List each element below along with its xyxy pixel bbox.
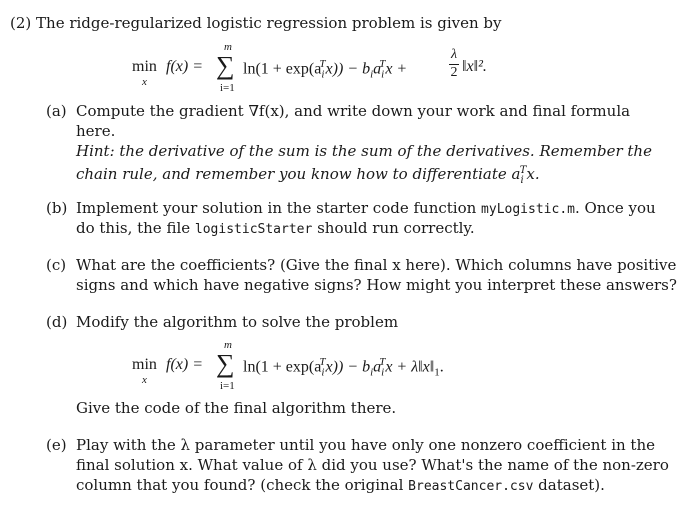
eq2-min: min [132, 356, 157, 373]
part-e-label: (e) [46, 436, 67, 454]
eq1-sum-bottom: i=1 [220, 82, 235, 94]
code-logisticStarter: logisticStarter [194, 222, 313, 237]
code-myLogistic: myLogistic.m [481, 202, 575, 217]
sigma-icon: ∑ [216, 51, 235, 80]
part-b-label: (b) [46, 199, 68, 217]
part-d-line1: Modify the algorithm to solve the problem [76, 313, 399, 331]
part-d-label: (d) [46, 313, 68, 331]
part-d-after: Give the code of the final algorithm there. [76, 399, 397, 417]
eq1-sum-top: m [224, 41, 232, 53]
eq2-lhs: f(x) = [166, 356, 203, 373]
sigma-icon: ∑ [216, 349, 235, 378]
part-a-line2: here. [76, 122, 116, 140]
eq1-fraction: λ 2 [450, 47, 458, 80]
eq1-min: min [132, 58, 157, 75]
eq2-sum-bottom: i=1 [220, 380, 235, 392]
part-c-line2: signs and which have negative signs? How might you interpret these answers? [76, 276, 677, 294]
eq1-lhs: f(x) = [166, 58, 203, 75]
eq1-min-sub: x [142, 76, 147, 88]
part-a-hint1: Hint: the derivative of the sum is the sum of the derivatives. Remember the [76, 142, 652, 160]
part-a-label: (a) [46, 102, 67, 120]
problem-intro [10, 14, 502, 32]
part-c-line1: What are the coefficients? (Give the final x here). Which columns have positive [76, 256, 677, 274]
part-a-hint2: chain rule, and remember you know how to differentiate $a_i^Tx$. [76, 165, 540, 186]
problem-number: (2) [10, 14, 32, 32]
part-e-line2: final solution x. What value of λ did you use? What's the name of the non-zero [76, 456, 669, 474]
eq1-tail: ‖x‖². [462, 58, 487, 75]
eq2-body: $\ln(1 + \exp(a_i^Tx)) - b_ia_i^Tx$ + $\lambda‖x‖_1$. [243, 356, 444, 379]
part-b-line1: Implement your solution in the starter code function myLogistic.m. Once you [76, 199, 656, 217]
eq2-min-sub: x [142, 374, 147, 386]
eq1-body: $\ln(1 + \exp(a_i^Tx)) - b_ia_i^Tx$ + [243, 58, 408, 81]
eq2-sum [216, 336, 242, 396]
problem-intro-text: The ridge-regularized logistic regression problem is given by [36, 14, 502, 32]
part-e-line3: column that you found? (check the original BreastCancer.csv dataset). [76, 476, 605, 494]
part-c-label: (c) [46, 256, 67, 274]
part-e-line1: Play with the λ parameter until you have only one nonzero coefficient in the [76, 436, 656, 454]
part-b-line2: do this, the file logisticStarter should run correctly. [76, 219, 475, 237]
eq2-sum-top: m [224, 339, 232, 351]
eq1-sum [216, 38, 242, 98]
code-breastcancer: BreastCancer.csv [408, 479, 534, 494]
part-a-line1: Compute the gradient ∇f(x), and write down your work and final formula [76, 102, 631, 120]
